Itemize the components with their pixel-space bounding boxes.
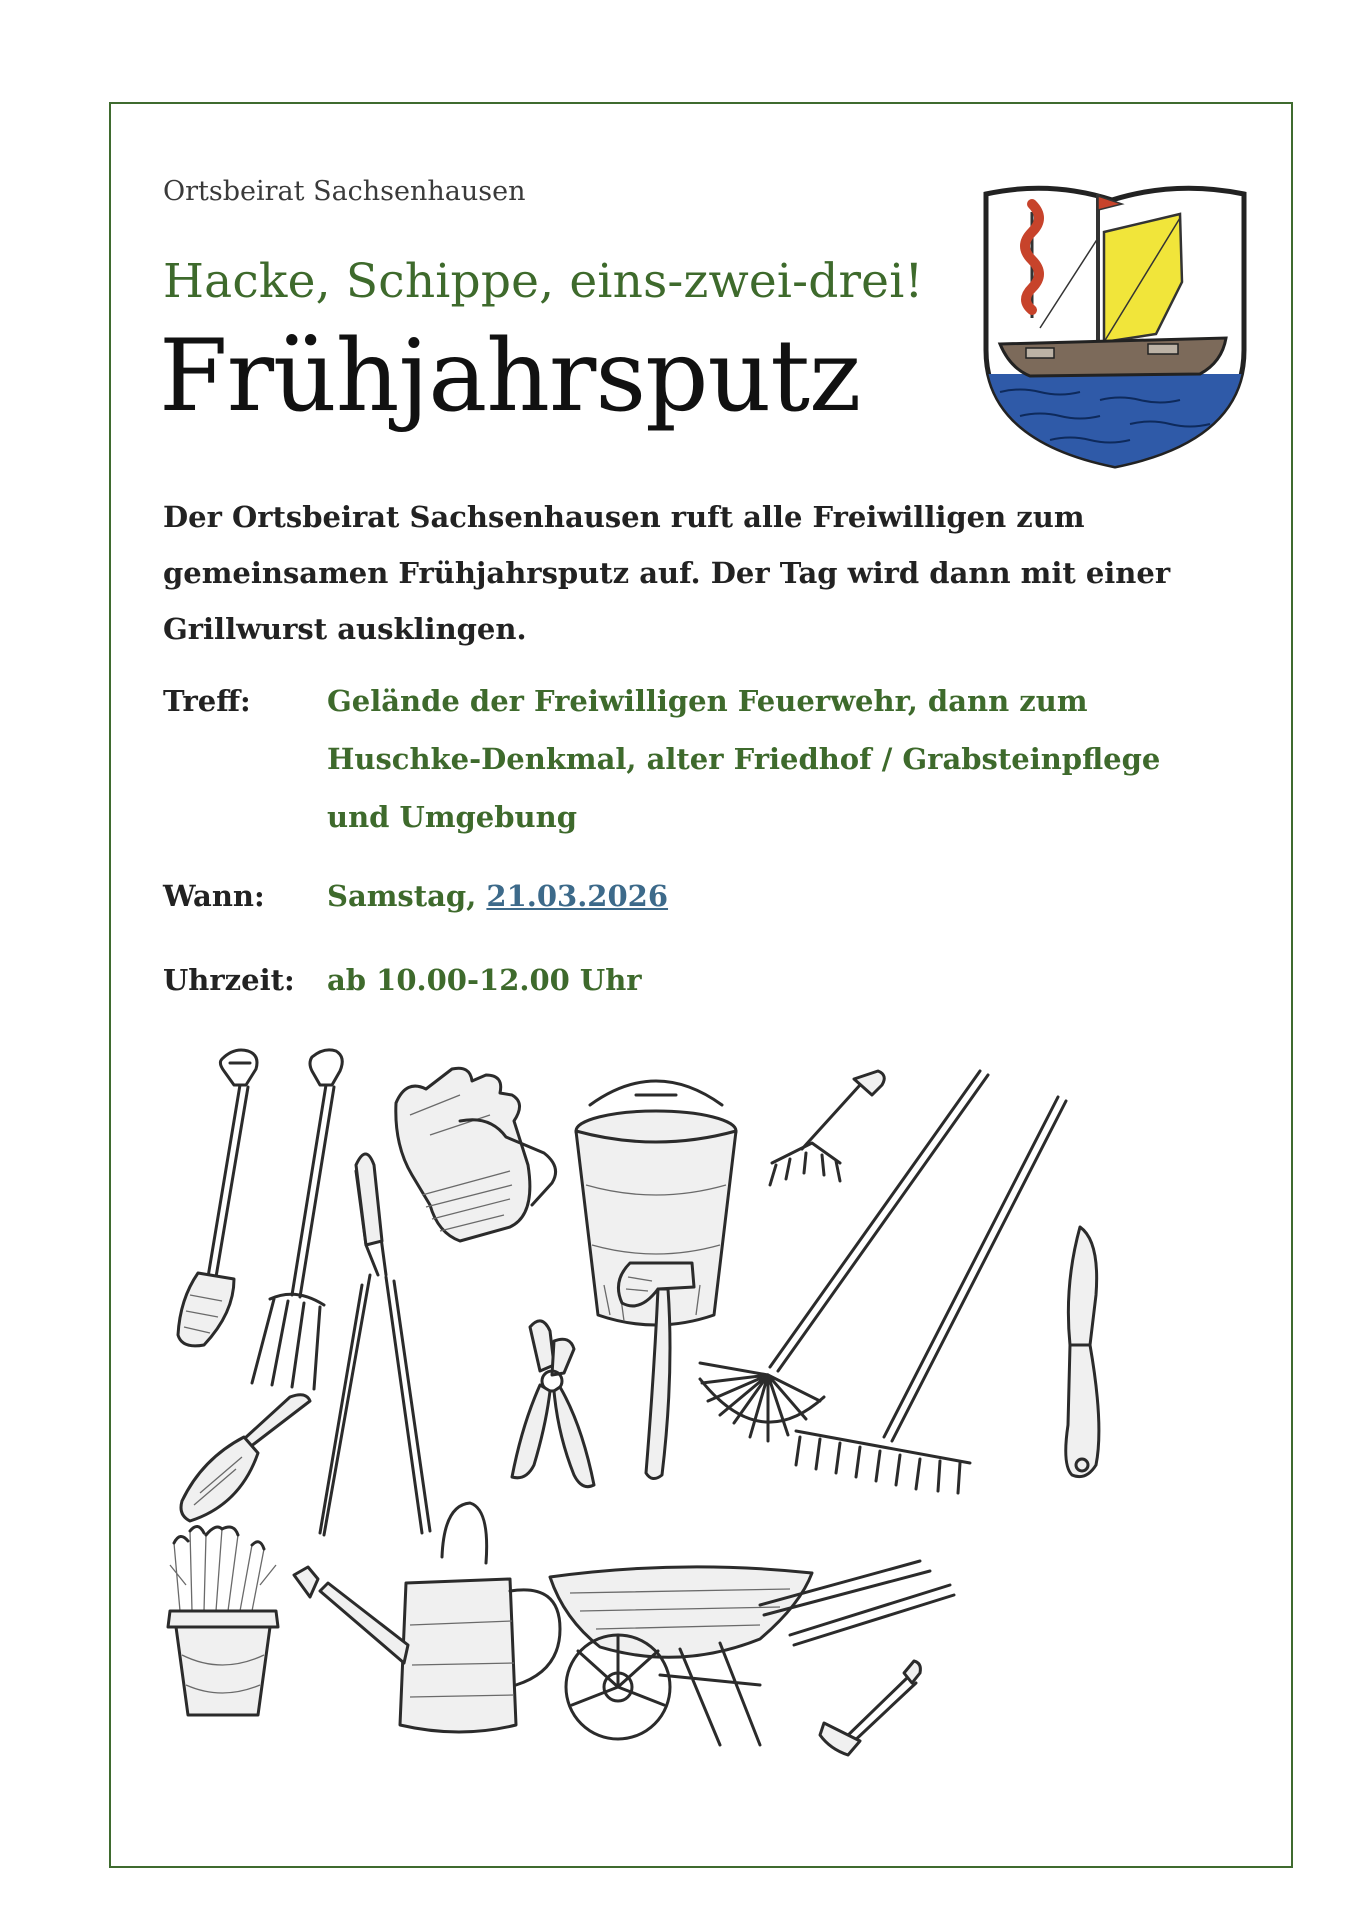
- hoe-icon: [820, 1661, 920, 1755]
- time-label: Uhrzeit:: [163, 963, 295, 997]
- potted-lavender-icon: [168, 1526, 278, 1715]
- flyer-title: Frühjahrsputz: [159, 319, 861, 434]
- flyer-subtitle: Hacke, Schippe, eins-zwei-drei!: [163, 254, 924, 309]
- organization-name: Ortsbeirat Sachsenhausen: [163, 176, 526, 207]
- loppers-icon: [320, 1154, 430, 1535]
- secateurs-icon: [512, 1321, 594, 1487]
- date-link[interactable]: 21.03.2026: [486, 879, 669, 913]
- garden-tools-illustration: [160, 1045, 1180, 1765]
- trowel-icon: [181, 1395, 310, 1521]
- date-label: Wann:: [163, 879, 265, 913]
- meeting-label: Treff:: [163, 684, 251, 718]
- gloves-icon: [396, 1068, 556, 1241]
- hand-rake-icon: [770, 1071, 884, 1185]
- watering-can-icon: [294, 1503, 560, 1732]
- time-value: ab 10.00-12.00 Uhr: [327, 963, 642, 997]
- leaf-rake-icon: [700, 1071, 988, 1441]
- wheelbarrow-icon: [550, 1561, 954, 1745]
- pitchfork-icon: [252, 1050, 342, 1389]
- intro-text: Der Ortsbeirat Sachsenhausen ruft alle Freiwilligen zum gemeinsamen Frühjahrsputz auf. Der Tag wird dann mit einer Grillwurst ausklingen.: [163, 500, 1171, 646]
- date-value: [327, 867, 1227, 925]
- meeting-value: Gelände der Freiwilligen Feuerwehr, dann zum Huschke-Denkmal, alter Friedhof / Grabsteinpflege und Umgebung: [327, 684, 1161, 834]
- crest-water: [980, 374, 1250, 470]
- pruning-knife-icon: [1066, 1227, 1099, 1477]
- coat-of-arms-ship-icon: [980, 178, 1250, 470]
- spade-icon: [178, 1050, 257, 1346]
- date-weekday: Samstag,: [327, 879, 487, 913]
